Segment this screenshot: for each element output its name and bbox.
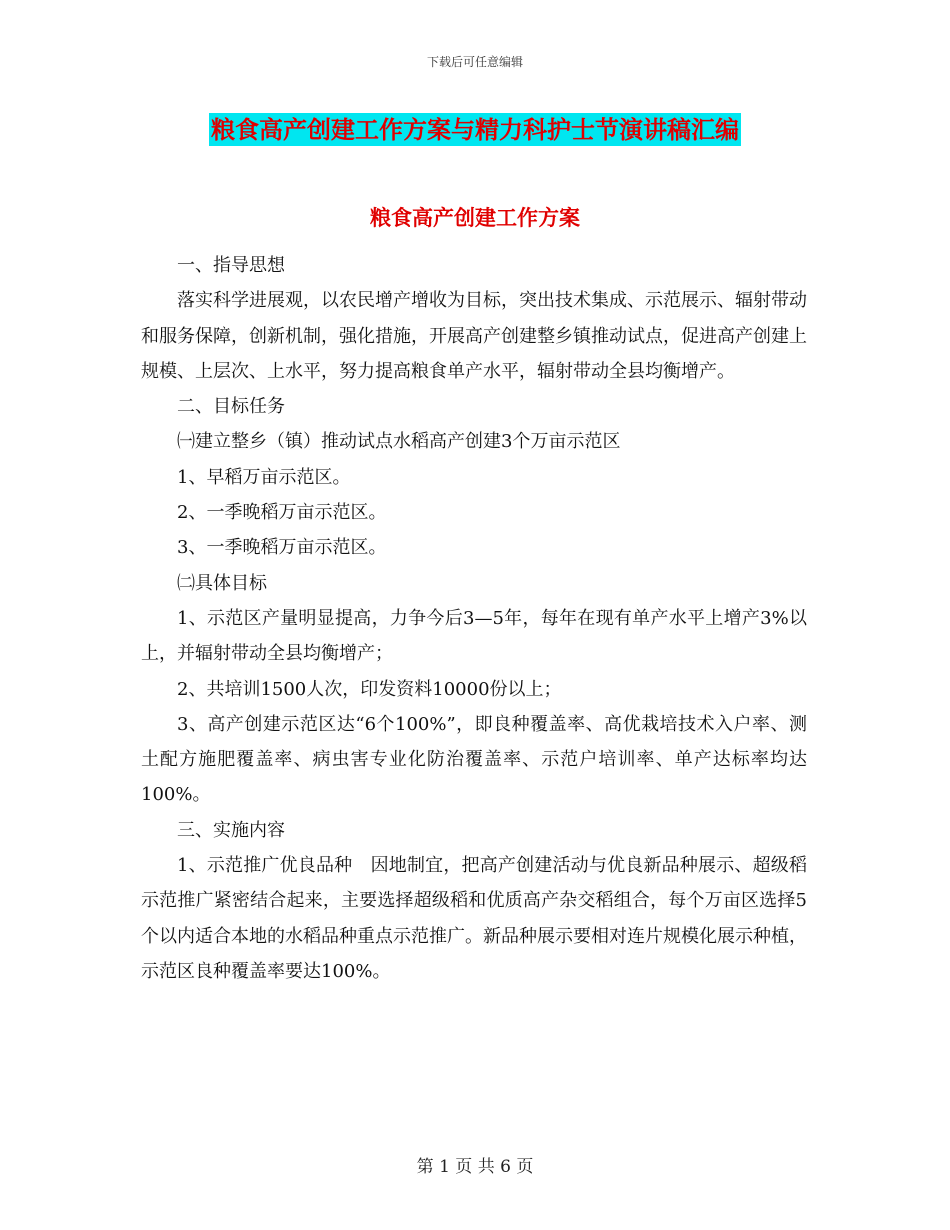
paragraph: ㈡具体目标 [177, 572, 267, 594]
list-item: 1、示范区产量明显提高，力争今后3—5年，每年在现有单产水平上增产3%以上，并辐射带动全县均衡增产； [141, 607, 807, 665]
page-footer: 第 1 页 共 6 页 [416, 1157, 534, 1177]
list-item: 3、高产创建示范区达“6个100%”，即良种覆盖率、高优栽培技术入户率、测土配方施肥覆盖率、病虫害专业化防治覆盖率、示范户培训率、单产达标率均达100%。 [141, 713, 807, 806]
list-item: 3、一季晚稻万亩示范区。 [177, 537, 387, 559]
paragraph: 落实科学进展观，以农民增产增收为目标，突出技术集成、示范展示、辐射带动和服务保障，创新机制，强化措施，开展高产创建整乡镇推动试点，促进高产创建上规模、上层次、上水平，努力提高粮食单产水平，辐射带动全县均衡增产。 [141, 290, 807, 382]
document-title-text: 粮食高产创建工作方案与精力科护士节演讲稿汇编 [211, 115, 739, 144]
heading-guiding-ideology: 一、指导思想 [177, 255, 285, 276]
heading-implementation: 三、实施内容 [177, 819, 285, 841]
heading-goals-tasks: 二、目标任务 [177, 396, 285, 418]
document-body [141, 248, 807, 989]
list-item: 1、示范推广优良品种 因地制宜，把高产创建活动与优良新品种展示、超级稻示范推广紧密结合起来，主要选择超级稻和优质高产杂交稻组合，每个万亩区选择5个以内适合本地的水稻品种重点示范推广。新品种展示要相对连片规模化展示种植，示范区良种覆盖率要达100%。 [141, 855, 807, 982]
list-item: 2、一季晚稻万亩示范区。 [177, 502, 387, 524]
section-title: 粮食高产创建工作方案 [370, 205, 580, 230]
list-item: 1、早稻万亩示范区。 [177, 466, 351, 488]
paragraph: ㈠建立整乡（镇）推动试点水稻高产创建3个万亩示范区 [177, 431, 621, 453]
document-title [0, 110, 950, 150]
page-header-note: 下载后可任意编辑 [426, 55, 523, 69]
list-item: 2、共培训1500人次，印发资料10000份以上； [177, 678, 562, 700]
